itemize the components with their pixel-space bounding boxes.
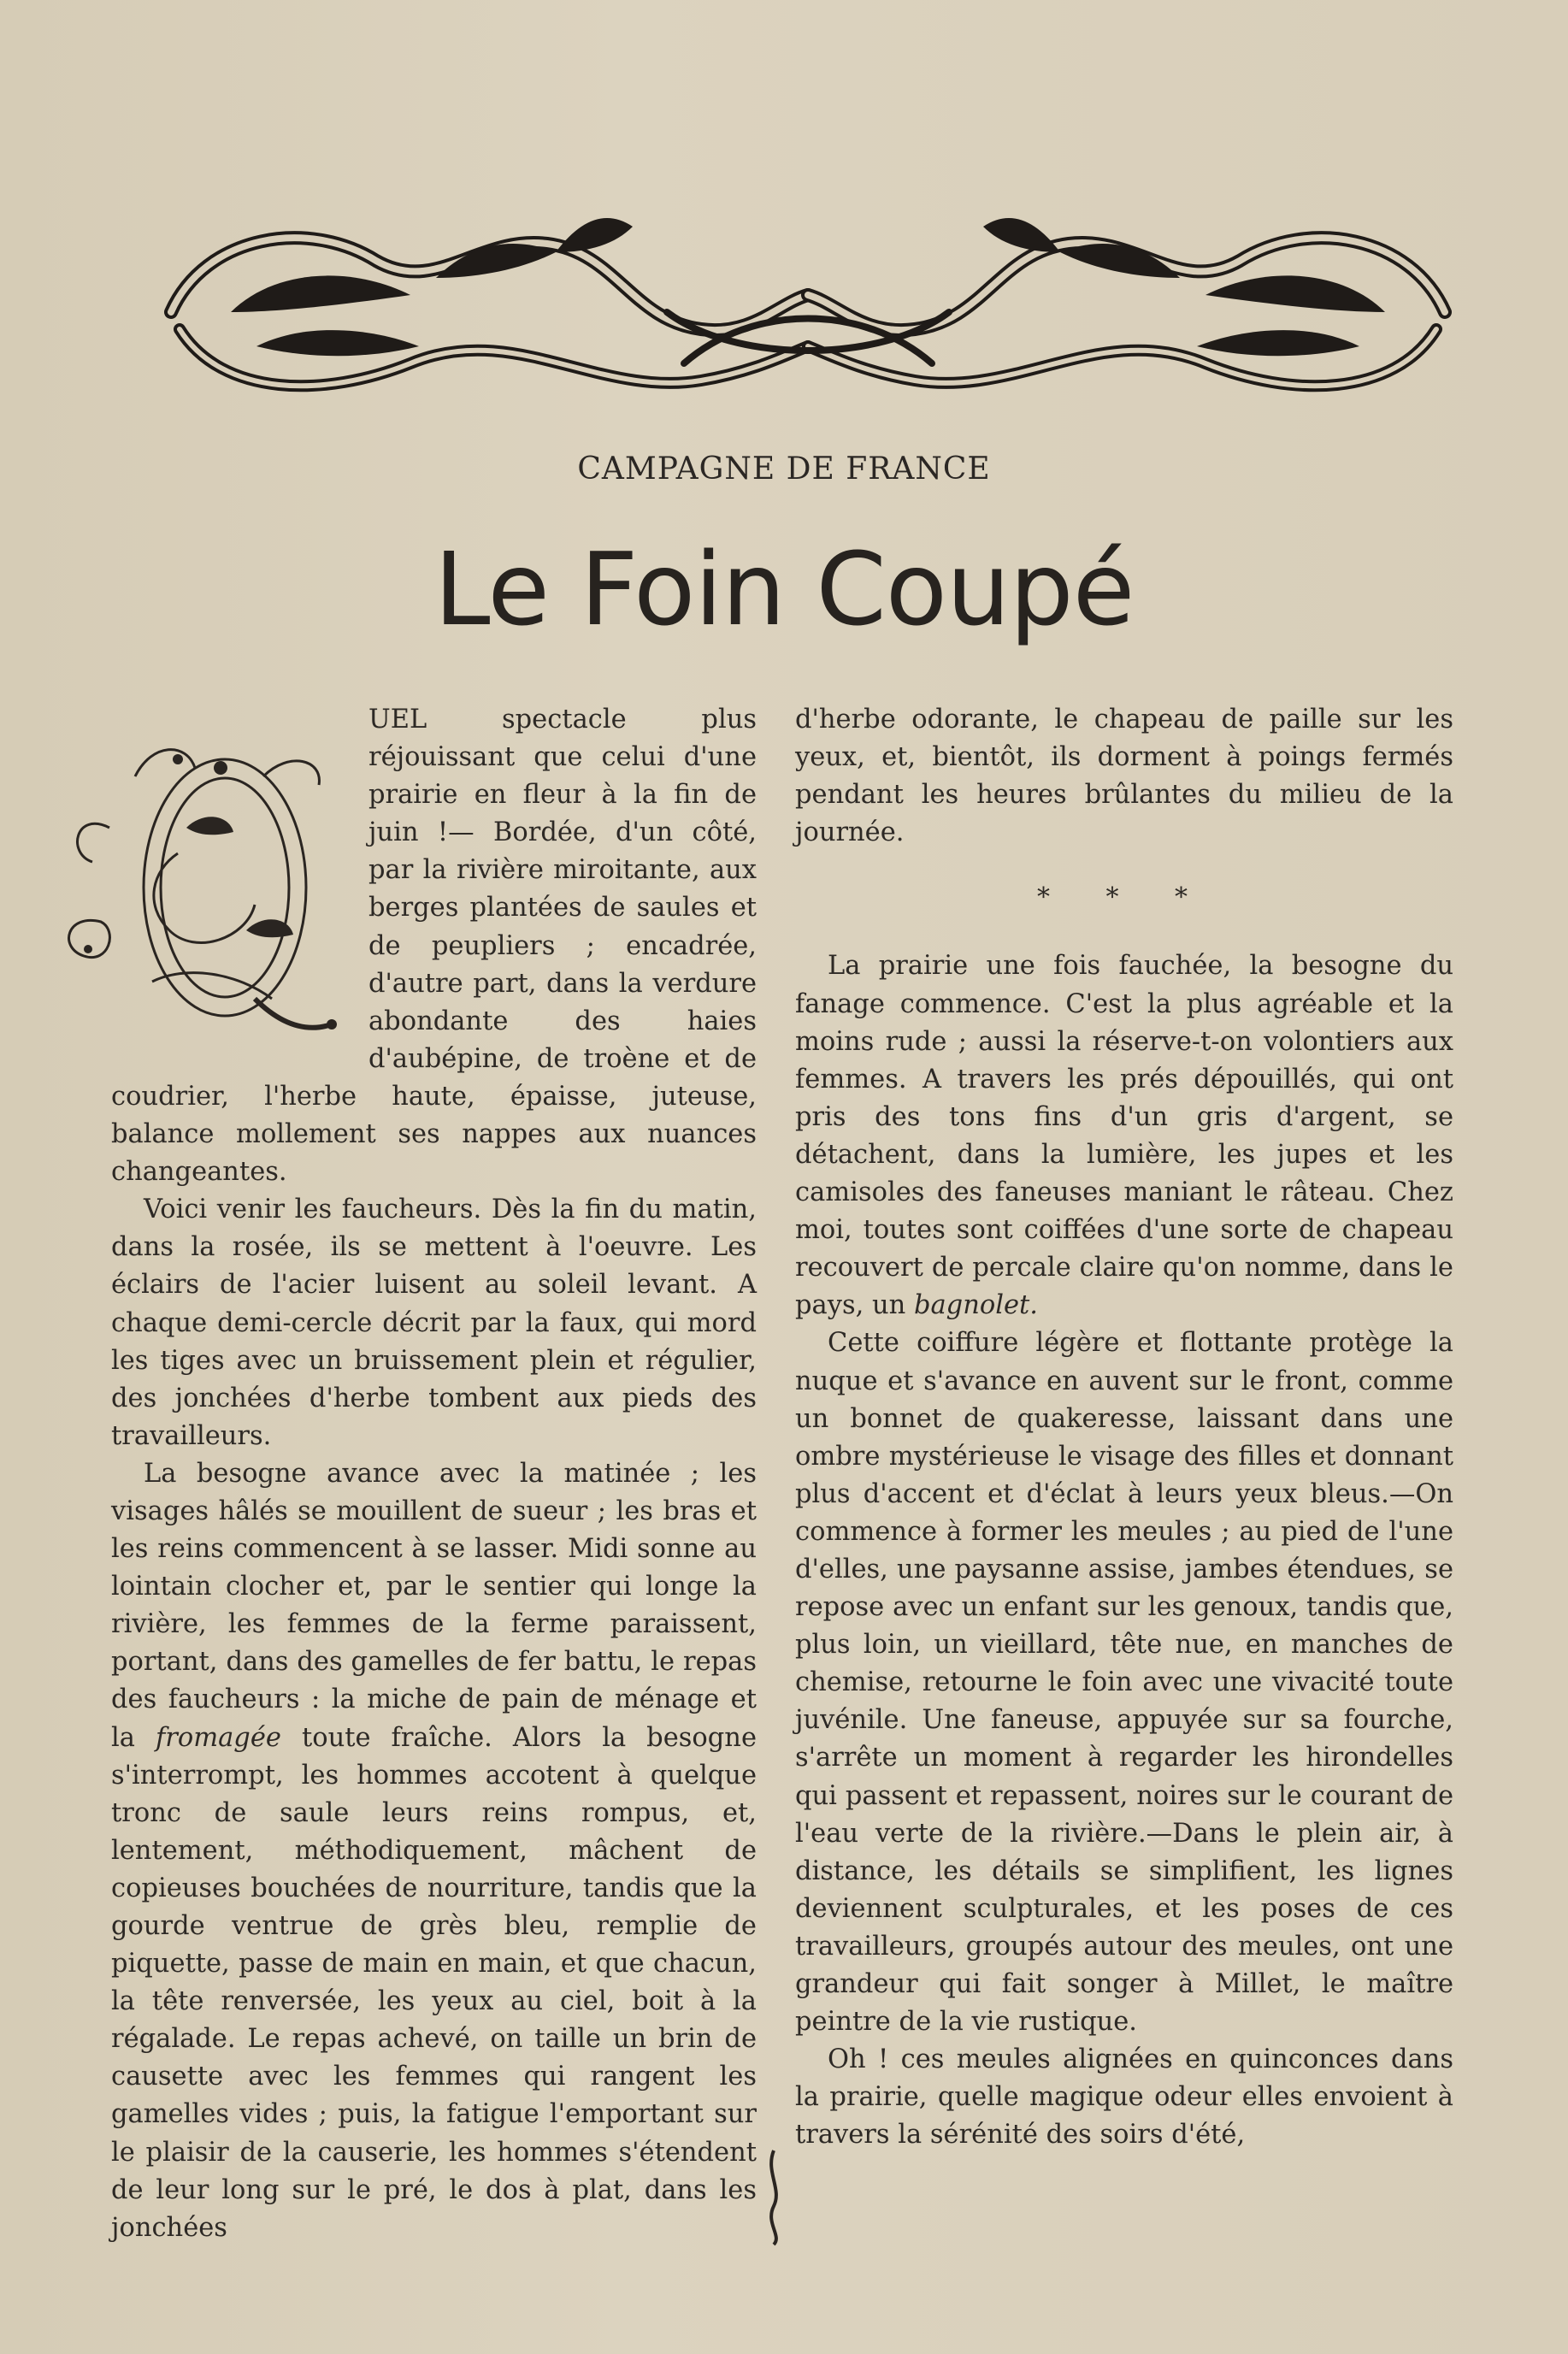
- right-paragraph-2: [795, 947, 1453, 1324]
- left-column: [111, 701, 757, 2247]
- right-paragraph-4: Oh ! ces meules alignées en quinconces dans la prairie, quelle magique odeur elles envoient à travers la sérénité des soirs d'été,: [795, 2044, 1453, 2150]
- left-paragraph-3-text-a: La besogne avance avec la matinée ; les visages hâlés se mouillent de sueur ; les bras et les reins commencent à se lasser. Midi sonne au lointain clocher et, par le sentier qui longe la rivière, les femmes de la ferme paraissent, portant, dans des gamelles de fer battu, le repas des faucheurs : la miche de pain de ménage et la: [111, 1458, 757, 1753]
- left-paragraph-3-text-b: toute fraîche. Alors la besogne s'interrompt, les hommes accotent à quelque tronc de saule leurs reins rompus, et, lentement, méthodiquement, mâchent de copieuses bouchées de nourriture, tandis que la gourde ventrue de grès bleu, remplie de piquette, passe de main en main, et que chacun, la tête renversée, les yeux au ciel, boit à la régalade. Le repas achevé, on taille un brin de causette avec les femmes qui rangent les gamelles vides ; puis, la fatigue l'emportant sur le plaisir de la causerie, les hommes s'étendent de leur long sur le pré, le dos à plat, dans les jonchées: [111, 1722, 757, 2243]
- left-paragraph-2: Voici venir les faucheurs. Dès la fin du matin, dans la rosée, ils se mettent à l'oeuvre. Les éclairs de l'acier luisent au soleil levant. A chaque demi-cercle décrit par la faux, qui mord les tiges avec un bruissement plein et régulier, des jonchées d'herbe tombent aux pieds des travailleurs.: [111, 1195, 757, 1451]
- left-paragraph-3-emphasis: fromagée: [155, 1722, 281, 1753]
- section-separator: * * *: [1036, 882, 1212, 913]
- right-paragraph-3: Cette coiffure légère et flottante protège la nuque et s'avance en auvent sur le front, comme un bonnet de quakeresse, laissant dans une ombre mystérieuse le visage des filles et donnant plus d'accent et d'éclat à leurs yeux bleus.—On commence à former les meules ; au pied de l'une d'elles, une paysanne assise, jambes étendues, se repose avec un enfant sur les genoux, tandis que, plus loin, un vieillard, tête nue, en manches de chemise, retourne le foin avec une vivacité toute juvénile. Une faneuse, appuyée sur sa fourche, s'arrête un moment à regarder les hirondelles qui passent et repassent, noires sur le courant de l'eau verte de la rivière.—Dans le plein air, à distance, les détails se simplifient, les lignes deviennent sculpturales, et les poses de ces travailleurs, groupés autour des meules, ont une grandeur qui fait songer à Millet, le maître peintre de la vie rustique.: [795, 1328, 1453, 2038]
- left-paragraph-3: [111, 1455, 757, 2247]
- right-column: [795, 701, 1453, 2154]
- ornamental-q-dropcap: [50, 725, 353, 1048]
- floral-ribbon-ornament: [154, 184, 1462, 423]
- right-paragraph-1: d'herbe odorante, le chapeau de paille sur les yeux, et, bientôt, ils dorment à poings fermés pendant les heures brûlantes du milieu de la journée.: [795, 705, 1453, 848]
- section-title: CAMPAGNE DE FRANCE: [577, 451, 991, 487]
- right-paragraph-2-emphasis: bagnolet.: [913, 1290, 1038, 1321]
- right-paragraph-2-text: La prairie une fois fauchée, la besogne du fanage commence. C'est la plus agréable et la moins rude ; aussi la réserve-t-on volontiers aux femmes. A travers les prés dépouillés, qui ont pris des tons fins d'un gris d'argent, se détachent, dans la lumière, les jupes et les camisoles des faneuses maniant le râteau. Chez moi, toutes sont coiffées d'une sorte de chapeau recouvert de percale claire qu'on nomme, dans le pays, un: [795, 951, 1453, 1321]
- left-paragraph-1: UEL spectacle plus réjouissant que celui d'une prairie en fleur à la fin de juin !— Bordée, d'un côté, par la rivière miroitante, aux berges plantées de saules et de peupliers ; encadrée, d'autre part, dans la verdure abondante des haies d'aubépine, de troène et de coudrier, l'herbe haute, épaisse, juteuse, balance mollement ses nappes aux nuances changeantes.: [111, 705, 757, 1188]
- gutter-ornament: [761, 2146, 787, 2249]
- article-title: Le Foin Coupé: [433, 530, 1135, 648]
